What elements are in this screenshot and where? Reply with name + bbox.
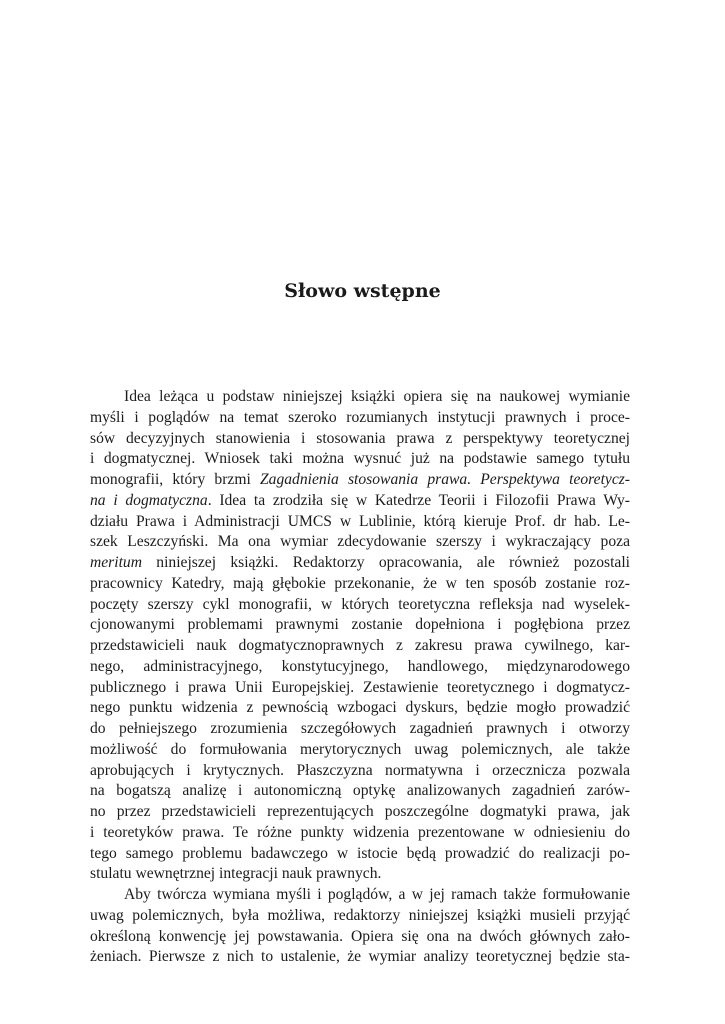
text-line: Aby twórcza wymiana myśli i poglądów, a w jej ramach także formułowanie	[124, 886, 630, 903]
italic-text: na i dogmatyczna	[90, 491, 208, 509]
text-line: pracownicy Katedry, mają głębokie przekonanie, że w ten sposób zostanie roz-	[90, 574, 630, 592]
text-line: stulatu wewnętrznej integracji nauk prawnych.	[90, 865, 382, 883]
italic-text: meritum	[90, 554, 142, 571]
text-line: do pełniejszego zrozumienia szczegółowych zagadnień prawnych i otworzy	[90, 720, 630, 737]
text-line	[90, 553, 630, 574]
text-line: sów decyzyjnych stanowienia i stosowania prawa z perspektywy teoretycznej	[90, 429, 630, 447]
text-line: poczęty szerszy cykl monografii, w których teoretyczna refleksja nad wyselek-	[90, 595, 630, 613]
text-line: aprobujących i krytycznych. Płaszczyzna normatywna i orzecznicza pozwala	[90, 761, 630, 779]
text-line: możliwość do formułowania merytorycznych uwag polemicznych, ale także	[90, 740, 630, 758]
text-line	[90, 491, 630, 512]
text-line: na bogatszą analizę i autonomiczną optykę analizowanych zagadnień zarów-	[90, 782, 630, 800]
text-line: uwag polemicznych, była możliwa, redaktorzy niniejszej książki musieli przyjąć	[90, 906, 630, 924]
text-line: przedstawicieli nauk dogmatycznoprawnych z zakresu prawa cywilnego, kar-	[90, 637, 630, 654]
text-line: no przez przedstawicieli reprezentujących poszczególne dogmatyki prawa, jak	[90, 803, 630, 820]
page-title: Słowo wstępne	[284, 280, 441, 302]
text-segment: monografii, który brzmi	[90, 471, 260, 488]
text-line: nego, administracyjnego, konstytucyjnego, handlowego, międzynarodowego	[90, 657, 630, 675]
text-line: szek Leszczyński. Ma ona wymiar zdecydowanie szerszy i wykraczający poza	[90, 533, 630, 551]
text-line: tego samego problemu badawczego w istocie będą prowadzić do realizacji po-	[90, 844, 630, 862]
text-line: publicznego i prawa Unii Europejskiej. Zestawienie teoretycznego i dogmatycz-	[90, 678, 630, 696]
text-line: Idea leżąca u podstaw niniejszej książki opiera się na naukowej wymianie	[124, 388, 630, 405]
text-line: określoną konwencję jej powstawania. Opiera się ona na dwóch głównych zało-	[90, 927, 630, 945]
text-segment: . Idea ta zrodziła się w Katedrze Teorii i Filozofii Prawa Wy-	[207, 491, 630, 509]
body-text	[90, 387, 630, 968]
text-line: cjonowanymi problemami prawnymi zostanie dopełniona i pogłębiona przez	[90, 616, 630, 634]
text-line: żeniach. Pierwsze z nich to ustalenie, że wymiar analizy teoretycznej będzie sta-	[90, 948, 630, 966]
text-segment: niniejszej książki. Redaktorzy opracowania, ale również pozostali	[141, 554, 630, 571]
italic-text: Zagadnienia stosowania prawa. Perspektywa teoretycz-	[259, 471, 630, 488]
text-line: myśli i poglądów na temat szeroko rozumianych instytucji prawnych i proce-	[90, 408, 630, 426]
text-line: działu Prawa i Administracji UMCS w Lublinie, którą kieruje Prof. dr hab. Le-	[90, 512, 630, 530]
text-line: i teoretyków prawa. Te różne punkty widzenia prezentowane w odniesieniu do	[90, 823, 630, 841]
text-line: i dogmatycznej. Wniosek taki można wysnuć już na podstawie samego tytułu	[90, 450, 630, 468]
text-line	[90, 470, 630, 491]
text-line: nego punktu widzenia z pewnością wzbogaci dyskurs, będzie mogło prowadzić	[90, 699, 630, 717]
